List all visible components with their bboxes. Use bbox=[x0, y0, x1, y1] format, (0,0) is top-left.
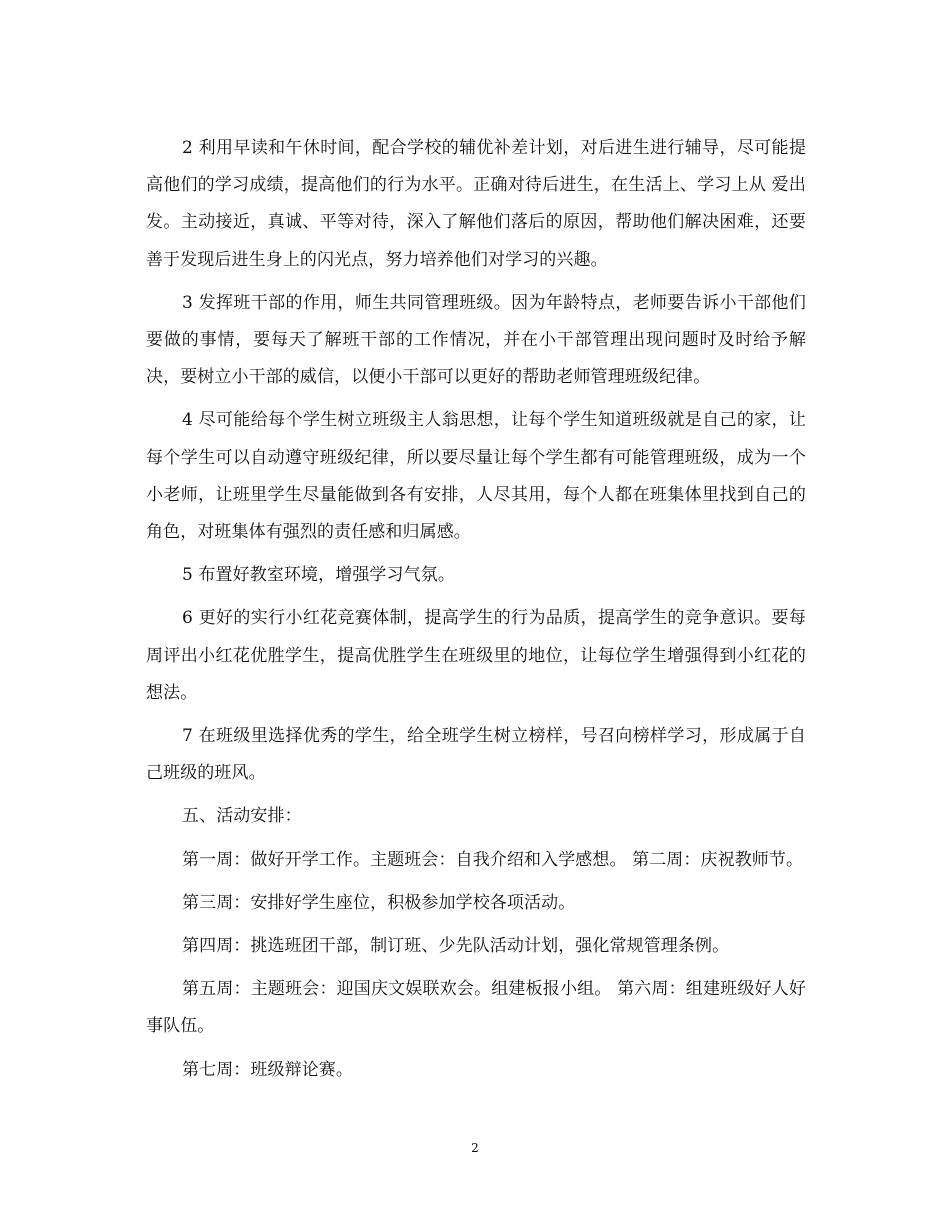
page-number: 2 bbox=[471, 1141, 479, 1155]
paragraph-week-5-6: 第五周：主题班会：迎国庆文娱联欢会。组建板报小组。 第六周：组建班级好人好事队伍。 bbox=[146, 979, 806, 1037]
paragraph-classroom-environment: 5 布置好教室环境，增强学习气氛。 bbox=[182, 565, 455, 586]
paragraph-ownership: 4 尽可能给每个学生树立班级主人翁思想，让每个学生知道班级就是自己的家，让每个学生可以自动遵守班级纪律，所以要尽量让每个学生都有可能管理班级，成为一个小老师，让班里学生尽量能做到各有安排，人尽其用，每个人都在班集体里找到自己的角色，对班集体有强烈的责任感和归属感。 bbox=[146, 410, 806, 543]
paragraph-week-7: 第七周：班级辩论赛。 bbox=[182, 1059, 353, 1080]
paragraph-role-models: 7 在班级里选择优秀的学生，给全班学生树立榜样，号召向榜样学习，形成属于自己班级的班风。 bbox=[146, 726, 806, 784]
paragraph-week-3: 第三周：安排好学生座位，积极参加学校各项活动。 bbox=[182, 892, 576, 913]
paragraph-week-1-2: 第一周：做好开学工作。主题班会：自我介绍和入学感想。 第二周：庆祝教师节。 bbox=[182, 849, 804, 870]
section-heading-activities: 五、活动安排： bbox=[182, 806, 302, 827]
paragraph-red-flower: 6 更好的实行小红花竞赛体制，提高学生的行为品质，提高学生的竞争意识。要每周评出小红花优胜学生，提高优胜学生在班级里的地位，让每位学生增强得到小红花的想法。 bbox=[146, 608, 806, 703]
paragraph-week-4: 第四周：挑选班团干部，制订班、少先队活动计划，强化常规管理条例。 bbox=[182, 936, 730, 957]
paragraph-class-cadres: 3 发挥班干部的作用，师生共同管理班级。因为年龄特点，老师要告诉小干部他们要做的事情，要每天了解班干部的工作情况，并在小干部管理出现问题时及时给予解决，要树立小干部的威信，以便小干部可以更好的帮助老师管理班级纪律。 bbox=[146, 292, 806, 388]
paragraph-tutoring: 2 利用早读和午休时间，配合学校的辅优补差计划，对后进生进行辅导，尽可能提高他们的学习成绩，提高他们的行为水平。正确对待后进生，在生活上、学习上从 爱出发。主动接近，真诚、平等对待，深入了解他们落后的原因，帮助他们解决困难，还要善于发现后进生身上的闪光点，努力培养他们对学习的兴趣。 bbox=[146, 138, 806, 270]
page-body bbox=[146, 130, 806, 1095]
